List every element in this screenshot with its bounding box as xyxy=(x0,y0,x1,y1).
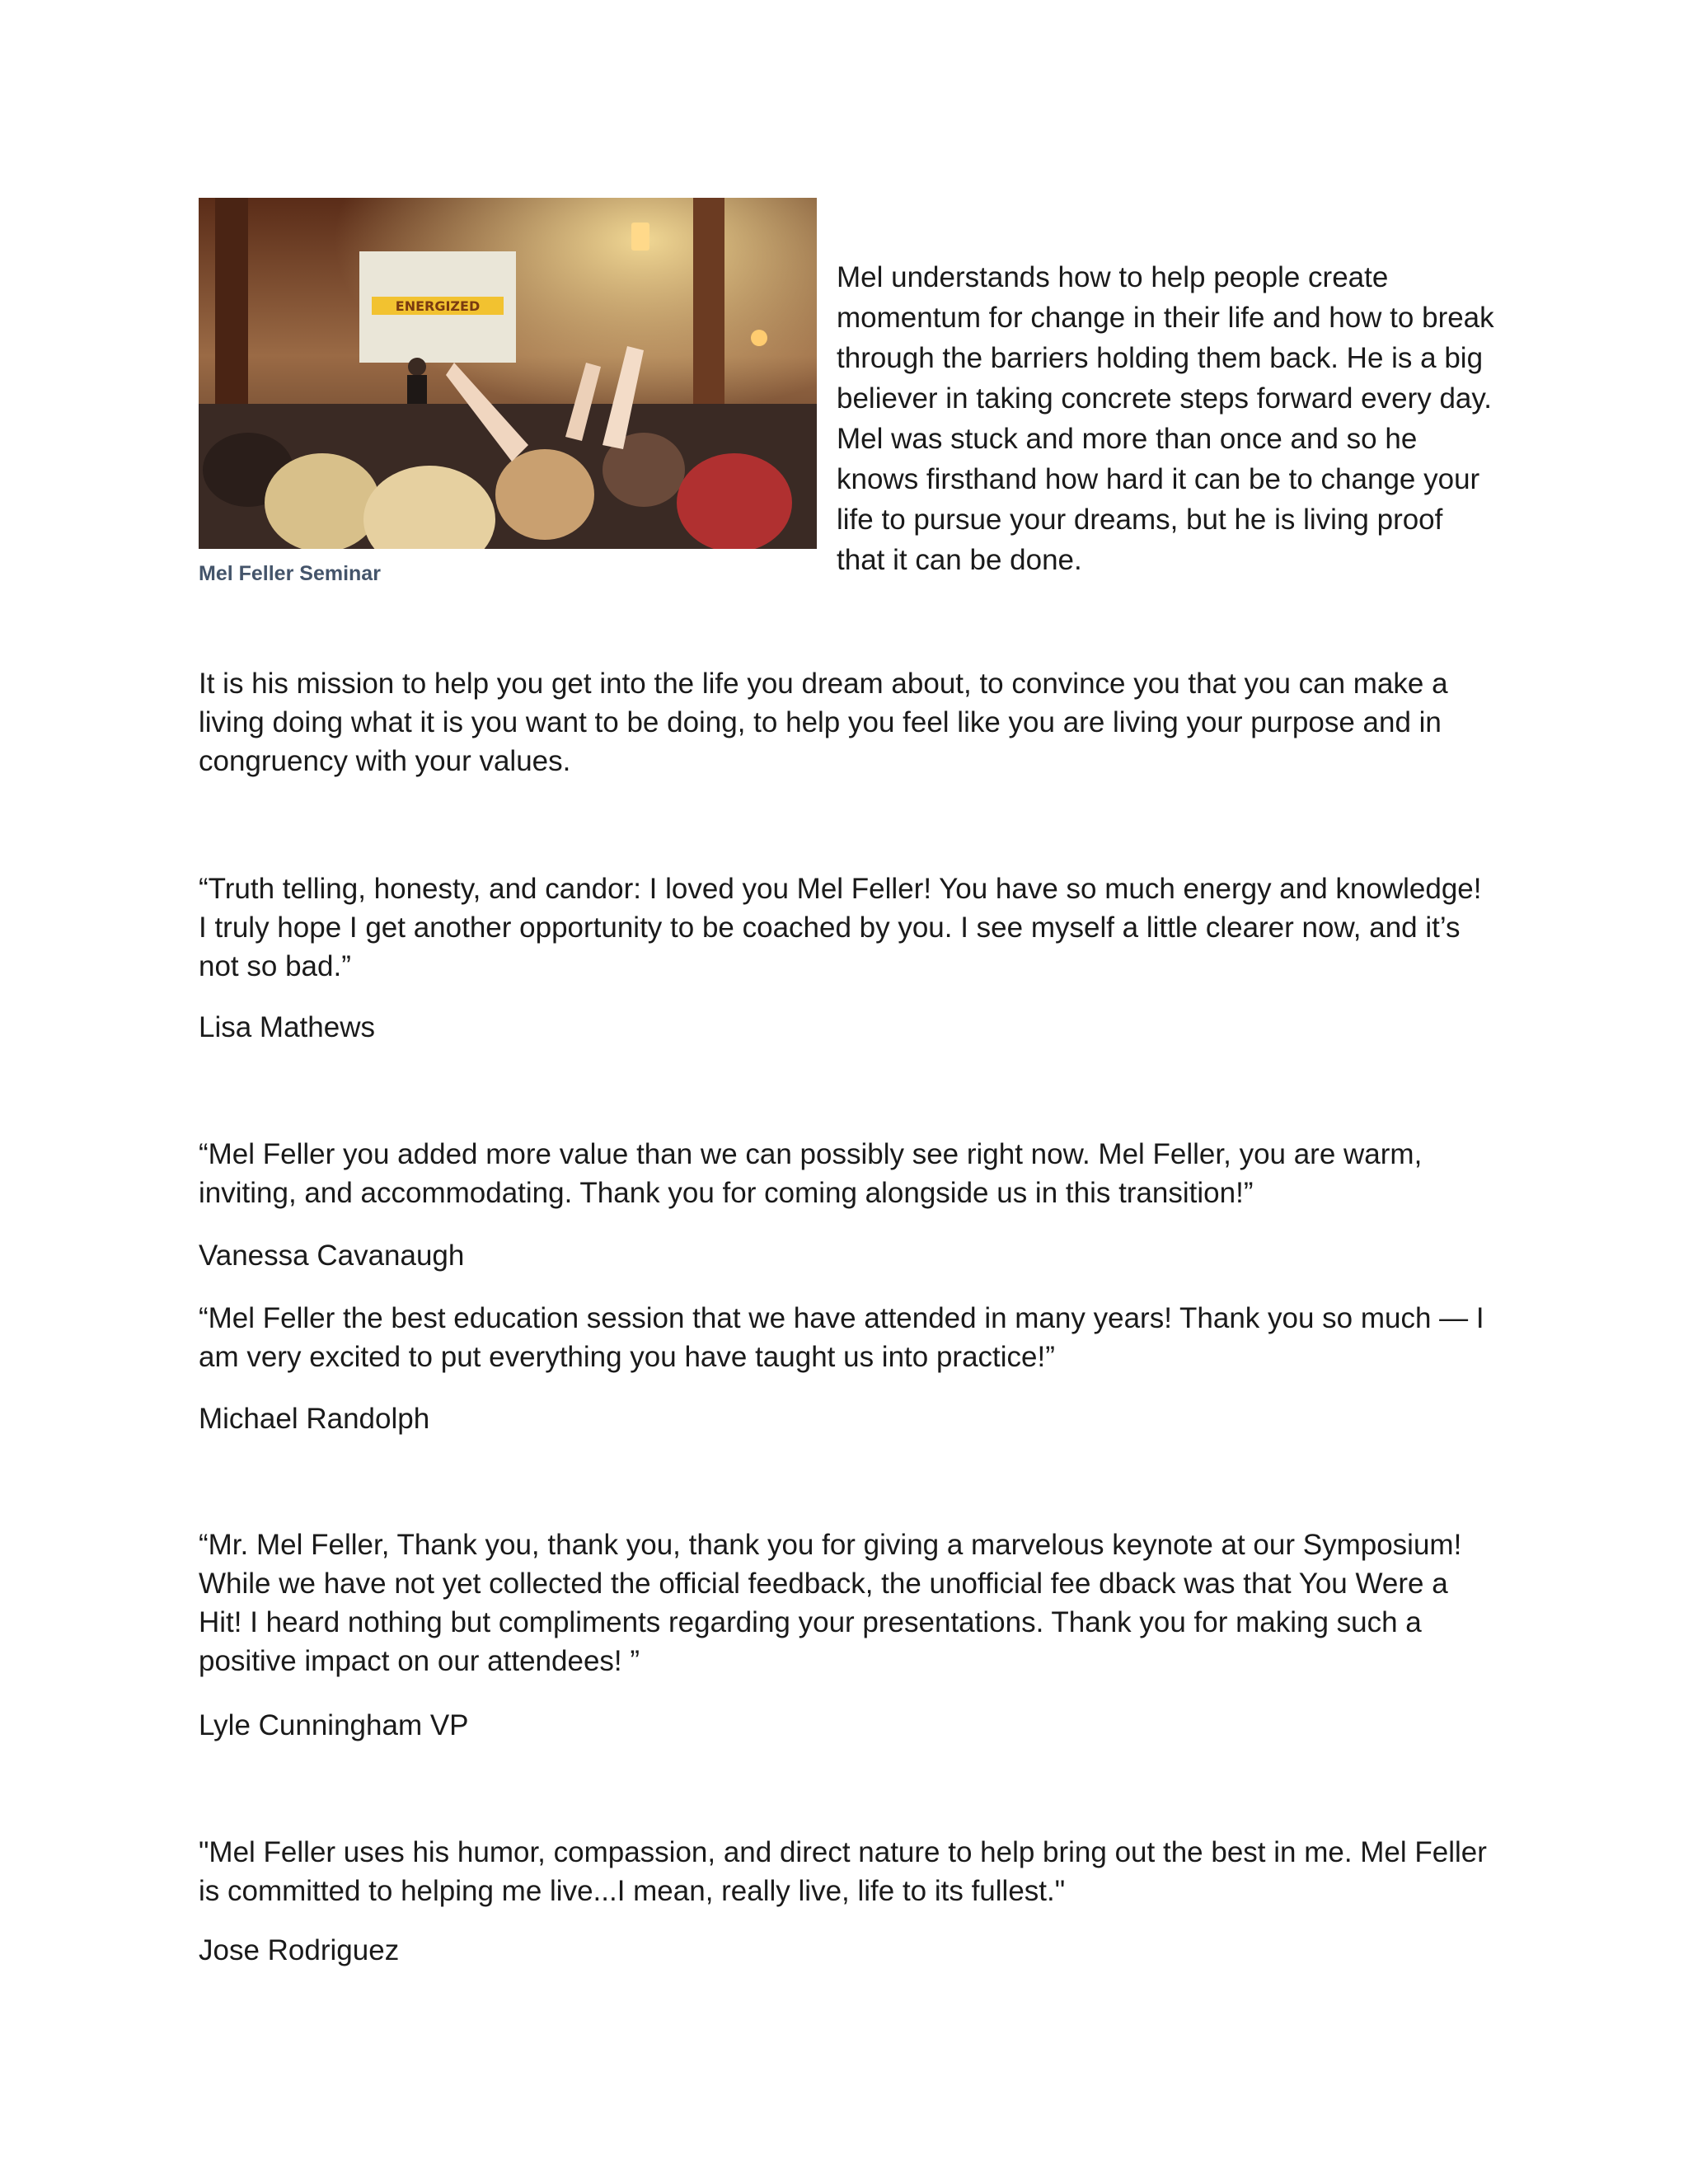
screen-banner-text: ENERGIZED xyxy=(395,298,481,314)
seminar-photo xyxy=(199,198,817,549)
testimonial-author: Michael Randolph xyxy=(199,1403,430,1435)
testimonial-author: Vanessa Cavanaugh xyxy=(199,1240,465,1272)
testimonial-author: Jose Rodriguez xyxy=(199,1934,400,1966)
photo-caption: Mel Feller Seminar xyxy=(199,562,381,585)
testimonial-author: Lyle Cunningham VP xyxy=(199,1709,469,1741)
testimonial-quote: "Mel Feller uses his humor, compassion, and direct nature to help bring out the best in me. Mel Feller is committed to helping me live...I mean, really live, life to its fullest." xyxy=(199,1836,1487,1907)
testimonial-quote: “Mel Feller you added more value than we can possibly see right now. Mel Feller, you are warm, inviting, and accommodating. Thank you for coming alongside us in this transition!” xyxy=(199,1138,1423,1209)
mission-paragraph: It is his mission to help you get into the life you dream about, to convince you that you can make a living doing what it is you want to be doing, to help you feel like you are living your purpose and in congruency with your values. xyxy=(199,668,1448,777)
testimonial-author: Lisa Mathews xyxy=(199,1011,375,1043)
testimonial-quote: “Mr. Mel Feller, Thank you, thank you, thank you for giving a marvelous keynote at our Symposium! While we have not yet collected the official feedback, the unofficial fee dback was that You Were a Hit! I heard nothing but compliments regarding your presentations. Thank you for making such a positive impact on our attendees! ” xyxy=(199,1529,1462,1677)
intro-paragraph: Mel understands how to help people create momentum for change in their life and how to break through the barriers holding them back. He is a big believer in taking concrete steps forward every day. Mel was stuck and more than once and so he knows firsthand how hard it can be to change your life to pursue your dreams, but he is living proof that it can be done. xyxy=(837,261,1494,576)
testimonial-quote: “Mel Feller the best education session that we have attended in many years! Thank you so much — I am very excited to put everything you have taught us into practice!” xyxy=(199,1302,1484,1373)
testimonial-quote: “Truth telling, honesty, and candor: I loved you Mel Feller! You have so much energy and knowledge! I truly hope I get another opportunity to be coached by you. I see myself a little clearer now, and it’s not so bad.” xyxy=(199,873,1482,982)
